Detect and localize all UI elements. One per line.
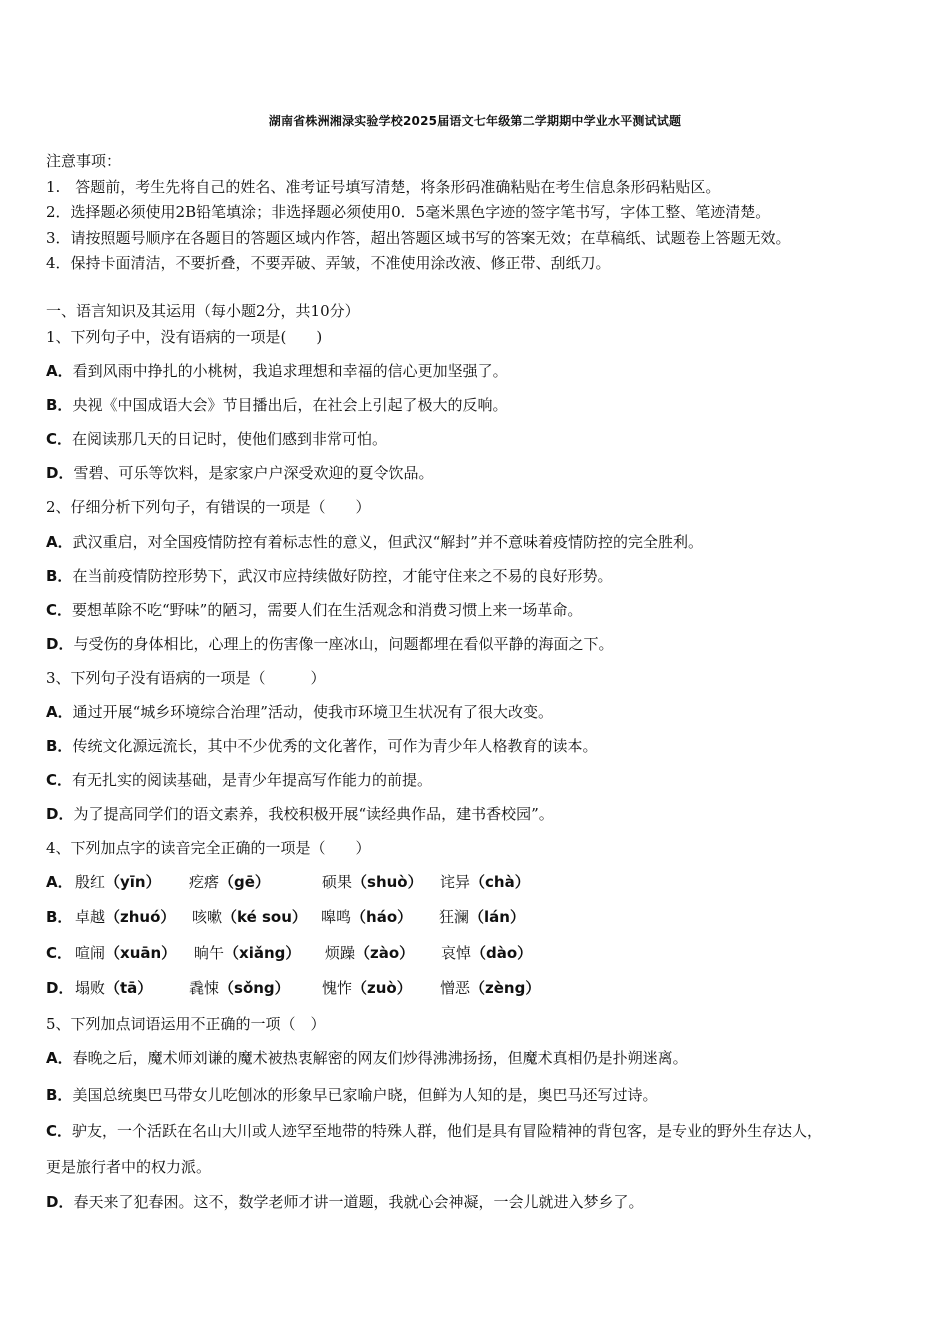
option-label: D． (46, 1193, 74, 1211)
option-label: B． (46, 908, 73, 926)
option-text: 通过开展“城乡环境综合治理”活动，使我市环境卫生状况有了很大改变。 (72, 703, 553, 721)
question-2-option-b (46, 566, 612, 586)
pinyin-item (439, 907, 525, 927)
word: 塌败 (75, 979, 106, 997)
question-5-option-d (46, 1192, 643, 1212)
word: 咳嗽 (192, 908, 223, 926)
pinyin-item (441, 943, 532, 963)
word: 疙瘩 (189, 873, 220, 891)
pinyin: （dào） (471, 944, 533, 962)
option-text: 央视《中国成语大会》节目播出后，在社会上引起了极大的反响。 (72, 396, 508, 414)
pinyin: （ké sou） (222, 908, 307, 926)
option-label: D． (46, 979, 74, 997)
pinyin-item (322, 872, 423, 892)
question-1-option-c (46, 429, 387, 449)
option-label: B． (46, 396, 73, 414)
pinyin: （zào） (355, 944, 415, 962)
word: 狂澜 (439, 908, 470, 926)
question-1-stem: 1、下列句子中，没有语病的一项是( ) (46, 328, 323, 346)
option-text: 美国总统奥巴马带女儿吃刨冰的形象早已家喻户晓，但鲜为人知的是，奥巴马还写过诗。 (72, 1086, 658, 1104)
option-label: D． (46, 464, 74, 482)
option-text: 要想革除不吃“野味”的陋习，需要人们在生活观念和消费习惯上来一场革命。 (72, 601, 583, 619)
word: 卓越 (75, 908, 106, 926)
option-label: B． (46, 737, 73, 755)
pinyin-item (440, 978, 540, 998)
pinyin: （lán） (469, 908, 525, 926)
pinyin-item (194, 943, 300, 963)
question-1-option-a (46, 361, 508, 381)
question-1-option-d (46, 463, 433, 483)
option-text: 雪碧、可乐等饮料，是家家户户深受欢迎的夏令饮品。 (73, 464, 434, 482)
pinyin: （gē） (219, 873, 270, 891)
question-4-stem: 4、下列加点字的读音完全正确的一项是（ ） (46, 839, 371, 857)
option-text: 与受伤的身体相比，心理上的伤害像一座冰山，问题都埋在看似平静的海面之下。 (73, 635, 614, 653)
pinyin: （tā） (105, 979, 153, 997)
notice-item-4: 4．保持卡面清洁，不要折叠，不要弄破、弄皱，不准使用涂改液、修正带、刮纸刀。 (46, 254, 611, 272)
question-4-option-c (46, 943, 926, 965)
pinyin: （zhuó） (105, 908, 176, 926)
pinyin: （shuò） (352, 873, 423, 891)
section-heading: 一、语言知识及其运用（每小题2分，共10分） (46, 302, 360, 320)
pinyin: （xuān） (105, 944, 177, 962)
option-label: A． (46, 873, 73, 891)
option-label: A． (46, 703, 73, 721)
question-4-option-d (46, 978, 926, 1000)
word: 憎恶 (440, 979, 471, 997)
pinyin: （chà） (470, 873, 530, 891)
notice-item-3: 3．请按照题号顺序在各题目的答题区域内作答，超出答题区域书写的答案无效；在草稿纸、试题卷上答题无效。 (46, 229, 791, 247)
question-5-stem: 5、下列加点词语运用不正确的一项（ ） (46, 1015, 326, 1033)
option-text: 武汉重启，对全国疫情防控有着标志性的意义，但武汉“解封”并不意味着疫情防控的完全胜利。 (72, 533, 703, 551)
word: 嗥鸣 (321, 908, 352, 926)
word: 硕果 (322, 873, 353, 891)
notice-heading: 注意事项： (46, 152, 122, 170)
option-text: 传统文化源远流长，其中不少优秀的文化著作，可作为青少年人格教育的读本。 (72, 737, 598, 755)
word: 晌午 (194, 944, 225, 962)
option-label: C． (46, 771, 73, 789)
option-text: 驴友，一个活跃在名山大川或人迹罕至地带的特殊人群，他们是具有冒险精神的背包客，是专业的野外生存达人， (72, 1122, 823, 1140)
question-5-option-a (46, 1048, 688, 1068)
word: 诧异 (440, 873, 471, 891)
pinyin-item (75, 907, 175, 927)
pinyin-item (75, 872, 161, 892)
option-label: D． (46, 635, 74, 653)
option-text: 在当前疫情防控形势下，武汉市应持续做好防控，才能守住来之不易的良好形势。 (72, 567, 613, 585)
word: 喧闹 (75, 944, 106, 962)
question-2-stem: 2、仔细分析下列句子，有错误的一项是（ ） (46, 498, 371, 516)
pinyin: （sǒng） (219, 979, 290, 997)
option-label: C． (46, 430, 73, 448)
option-label: C． (46, 601, 73, 619)
question-3-option-b (46, 736, 597, 756)
option-label: B． (46, 567, 73, 585)
option-text: 春天来了犯春困。这不，数学老师才讲一道题，我就心会神凝，一会儿就进入梦乡了。 (73, 1193, 644, 1211)
pinyin-item (440, 872, 530, 892)
notice-item-1: 1. 答题前，考生先将自己的姓名、准考证号填写清楚，将条形码准确粘贴在考生信息条形码粘贴区。 (46, 178, 721, 196)
question-3-stem: 3、下列句子没有语病的一项是（ ） (46, 669, 326, 687)
question-5-option-c (46, 1121, 822, 1141)
question-4-option-a (46, 872, 926, 894)
option-label: A． (46, 533, 73, 551)
question-2-option-c (46, 600, 582, 620)
option-label: C． (46, 944, 73, 962)
pinyin: （háo） (351, 908, 413, 926)
option-text: 看到风雨中挣扎的小桃树，我追求理想和幸福的信心更加坚强了。 (72, 362, 508, 380)
pinyin: （xiǎng） (224, 944, 301, 962)
word: 殷红 (75, 873, 106, 891)
option-label: B． (46, 1086, 73, 1104)
question-3-option-d (46, 804, 554, 824)
word: 烦躁 (325, 944, 356, 962)
option-label: C． (46, 1122, 73, 1140)
option-text: 为了提高同学们的语文素养，我校积极开展“读经典作品，建书香校园”。 (73, 805, 554, 823)
page-title: 湖南省株洲湘渌实验学校2025届语文七年级第二学期期中学业水平测试试题 (268, 114, 682, 128)
question-2-option-d (46, 634, 613, 654)
pinyin-item (189, 978, 290, 998)
word: 毳悚 (189, 979, 220, 997)
pinyin: （yīn） (105, 873, 161, 891)
question-3-option-a (46, 702, 553, 722)
pinyin-item (322, 978, 412, 998)
pinyin-item (325, 943, 414, 963)
notice-item-2: 2．选择题必须使用2B铅笔填涂；非选择题必须使用0．5毫米黑色字迹的签字笔书写，字体工整、笔迹清楚。 (46, 203, 771, 221)
option-text: 春晚之后，魔术师刘谦的魔术被热衷解密的网友们炒得沸沸扬扬，但魔术真相仍是扑朔迷离。 (72, 1049, 688, 1067)
pinyin: （zuò） (352, 979, 412, 997)
option-label: A． (46, 362, 73, 380)
word: 愧怍 (322, 979, 353, 997)
question-4-option-b (46, 907, 926, 929)
pinyin-item (75, 978, 152, 998)
option-label: D． (46, 805, 74, 823)
question-3-option-c (46, 770, 432, 790)
pinyin-item (192, 907, 307, 927)
question-5-option-b (46, 1085, 657, 1105)
pinyin: （zèng） (470, 979, 541, 997)
pinyin-item (321, 907, 412, 927)
option-text: 有无扎实的阅读基础，是青少年提高写作能力的前提。 (72, 771, 433, 789)
word: 哀悼 (441, 944, 472, 962)
question-1-option-b (46, 395, 507, 415)
pinyin-item (189, 872, 270, 892)
option-label: A． (46, 1049, 73, 1067)
question-2-option-a (46, 532, 703, 552)
question-5-option-c-continued: 更是旅行者中的权力派。 (46, 1158, 212, 1176)
option-text: 在阅读那几天的日记时，使他们感到非常可怕。 (72, 430, 388, 448)
pinyin-item (75, 943, 176, 963)
